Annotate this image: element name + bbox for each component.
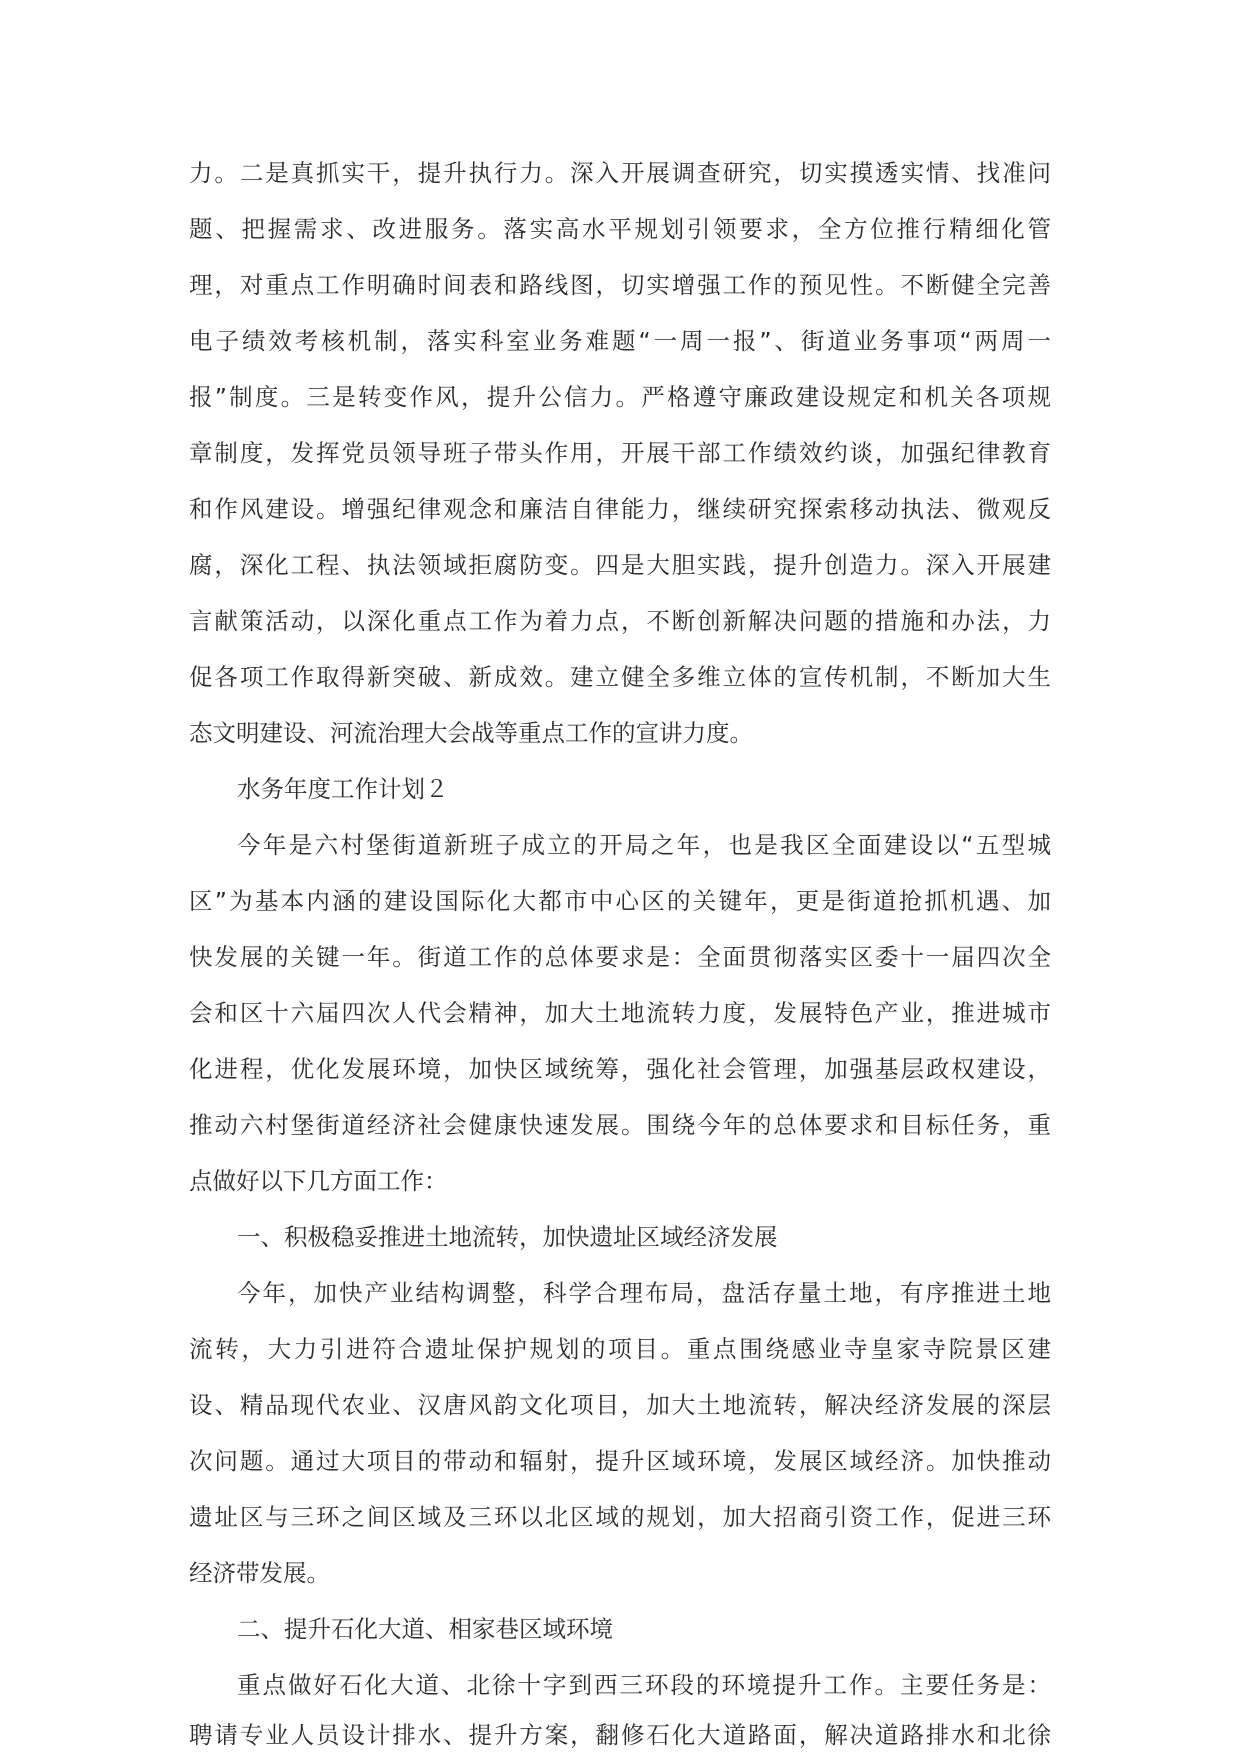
text-line: 言献策活动，以深化重点工作为着力点，不断创新解决问题的措施和办法，力 xyxy=(189,607,1051,635)
text-line: 会和区十六届四次人代会精神，加大土地流转力度，发展特色产业，推进城市 xyxy=(189,999,1051,1027)
section-heading: 一、积极稳妥推进土地流转，加快遗址区域经济发展 xyxy=(237,1223,778,1251)
text-line: 化进程，优化发展环境，加快区域统筹，强化社会管理，加强基层政权建设， xyxy=(189,1055,1051,1083)
text-line: 流转，大力引进符合遗址保护规划的项目。重点围绕感业寺皇家寺院景区建 xyxy=(189,1335,1051,1363)
text-line: 遗址区与三环之间区域及三环以北区域的规划，加大招商引资工作，促进三环 xyxy=(189,1503,1051,1531)
text-line: 点做好以下几方面工作： xyxy=(189,1167,448,1195)
text-line: 次问题。通过大项目的带动和辐射，提升区域环境，发展区域经济。加快推动 xyxy=(189,1447,1051,1475)
paragraph-first-line: 重点做好石化大道、北徐十字到西三环段的环境提升工作。主要任务是： xyxy=(237,1671,1051,1699)
text-line: 腐，深化工程、执法领域拒腐防变。四是大胆实践，提升创造力。深入开展建 xyxy=(189,551,1051,579)
text-line: 理，对重点工作明确时间表和路线图，切实增强工作的预见性。不断健全完善 xyxy=(189,271,1051,299)
text-line: 和作风建设。增强纪律观念和廉洁自律能力，继续研究探索移动执法、微观反 xyxy=(189,495,1051,523)
paragraph-first-line: 今年，加快产业结构调整，科学合理布局，盘活存量土地，有序推进土地 xyxy=(237,1279,1051,1307)
section-heading: 二、提升石化大道、相家巷区域环境 xyxy=(237,1615,613,1643)
text-line: 力。二是真抓实干，提升执行力。深入开展调查研究，切实摸透实情、找准问 xyxy=(189,159,1051,187)
text-line: 推动六村堡街道经济社会健康快速发展。围绕今年的总体要求和目标任务，重 xyxy=(189,1111,1051,1139)
text-line: 促各项工作取得新突破、新成效。建立健全多维立体的宣传机制，不断加大生 xyxy=(189,663,1051,691)
text-line: 聘请专业人员设计排水、提升方案，翻修石化大道路面，解决道路排水和北徐 xyxy=(189,1721,1051,1749)
paragraph-first-line: 今年是六村堡街道新班子成立的开局之年，也是我区全面建设以“五型城 xyxy=(237,831,1051,859)
text-line: 经济带发展。 xyxy=(189,1559,330,1587)
text-line: 设、精品现代农业、汉唐风韵文化项目，加大土地流转，解决经济发展的深层 xyxy=(189,1391,1051,1419)
text-line: 电子绩效考核机制，落实科室业务难题“一周一报”、街道业务事项“两周一 xyxy=(189,327,1051,355)
text-line: 题、把握需求、改进服务。落实高水平规划引领要求，全方位推行精细化管 xyxy=(189,215,1051,243)
text-line: 报”制度。三是转变作风，提升公信力。严格遵守廉政建设规定和机关各项规 xyxy=(189,383,1051,411)
section-title: 水务年度工作计划２ xyxy=(237,775,449,803)
text-line: 区”为基本内涵的建设国际化大都市中心区的关键年，更是街道抢抓机遇、加 xyxy=(189,887,1051,915)
text-line: 快发展的关键一年。街道工作的总体要求是：全面贯彻落实区委十一届四次全 xyxy=(189,943,1051,971)
text-line: 章制度，发挥党员领导班子带头作用，开展干部工作绩效约谈，加强纪律教育 xyxy=(189,439,1051,467)
text-line: 态文明建设、河流治理大会战等重点工作的宣讲力度。 xyxy=(189,719,753,747)
